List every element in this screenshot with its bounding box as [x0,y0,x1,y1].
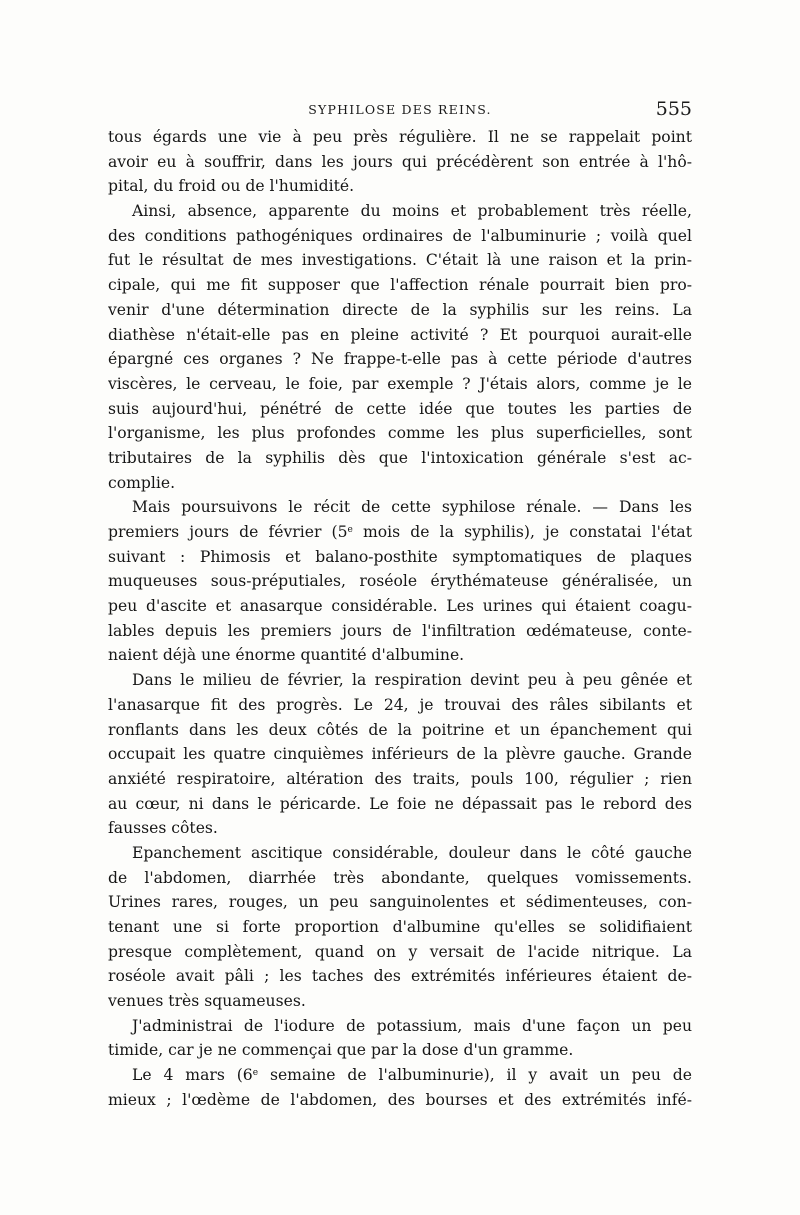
text-line: fausses côtes. [108,819,218,838]
text-line: avoir eu à souffrir, dans les jours qui précédèrent son entrée à l'hô- [108,152,692,171]
text-line: diathèse n'était-elle pas en pleine activité ? Et pourquoi aurait-elle [108,325,692,344]
text-line: complie. [108,473,176,492]
text-line: roséole avait pâli ; les taches des extrémités inférieures étaient de- [108,967,692,986]
text-line: tenant une si forte proportion d'albumine qu'elles se solidifiaient [108,918,692,936]
text-line: J'administrai de l'iodure de potassium, mais d'une façon un peu [132,1016,692,1035]
text-line: Le 4 mars (6e semaine de l'albuminurie), il y avait un peu de [132,1066,692,1085]
text-line: tous égards une vie à peu près régulière. Il ne se rappelait point [108,128,692,146]
text-line: pital, du froid ou de l'humidité. [108,177,355,196]
text-line: occupait les quatre cinquièmes inférieurs de la plèvre gauche. Grande [108,745,692,764]
text-line: fut le résultat de mes investigations. C'était là une raison et la prin- [108,251,692,270]
text-line: Ainsi, absence, apparente du moins et probablement très réelle, [132,202,692,221]
page-header [108,98,692,122]
running-title: SYPHILOSE DES REINS. [308,102,492,117]
text-line: épargné ces organes ? Ne frappe-t-elle pas à cette période d'autres [108,350,692,369]
text-line: Epanchement ascitique considérable, douleur dans le côté gauche [132,843,692,862]
text-line: venir d'une détermination directe de la syphilis sur les reins. La [108,300,692,319]
text-line: Mais poursuivons le récit de cette syphilose rénale. — Dans les [132,498,692,517]
text-line: anxiété respiratoire, altération des traits, pouls 100, régulier ; rien [108,769,692,788]
text-line: venues très squameuses. [108,992,306,1011]
text-line: au cœur, ni dans le péricarde. Le foie ne dépassait pas le rebord des [108,794,692,813]
text-line: cipale, qui me fit supposer que l'affection rénale pourrait bien pro- [108,276,692,295]
superscript-mark: e [347,525,353,535]
text-line: viscères, le cerveau, le foie, par exemple ? J'étais alors, comme je le [108,374,692,393]
page-number: 555 [655,98,692,120]
body-text [108,125,692,1113]
text-line: premiers jours de février (5e mois de la syphilis), je constatai l'état [108,523,692,541]
text-line: presque complètement, quand on y versait de l'acide nitrique. La [108,942,692,961]
text-line: suis aujourd'hui, pénétré de cette idée que toutes les parties de [108,399,692,418]
text-line: naient déjà une énorme quantité d'albumine. [108,646,465,665]
text-line: Dans le milieu de février, la respiration devint peu à peu gênée et [132,671,692,690]
text-line: ronflants dans les deux côtés de la poitrine et un épanchement qui [108,720,692,739]
text-line: peu d'ascite et anasarque considérable. Les urines qui étaient coagu- [108,597,692,616]
text-line: de l'abdomen, diarrhée très abondante, quelques vomissements. [108,868,692,887]
text-line: l'anasarque fit des progrès. Le 24, je trouvai des râles sibilants et [108,695,692,714]
text-line: mieux ; l'œdème de l'abdomen, des bourses et des extrémités infé- [108,1090,692,1109]
text-line: suivant : Phimosis et balano-posthite symptomatiques de plaques [108,547,692,566]
text-line: tributaires de la syphilis dès que l'intoxication générale s'est ac- [108,448,692,467]
text-line: l'organisme, les plus profondes comme les plus superficielles, sont [108,424,692,443]
text-line: muqueuses sous-préputiales, roséole érythémateuse généralisée, un [108,572,692,591]
superscript-mark: e [252,1068,259,1079]
text-line: timide, car je ne commençai que par la dose d'un gramme. [108,1041,574,1060]
text-line: des conditions pathogéniques ordinaires de l'albuminurie ; voilà quel [108,226,692,245]
text-line: Urines rares, rouges, un peu sanguinolentes et sédimenteuses, con- [108,893,692,912]
text-line: lables depuis les premiers jours de l'infiltration œdémateuse, conte- [108,621,692,640]
